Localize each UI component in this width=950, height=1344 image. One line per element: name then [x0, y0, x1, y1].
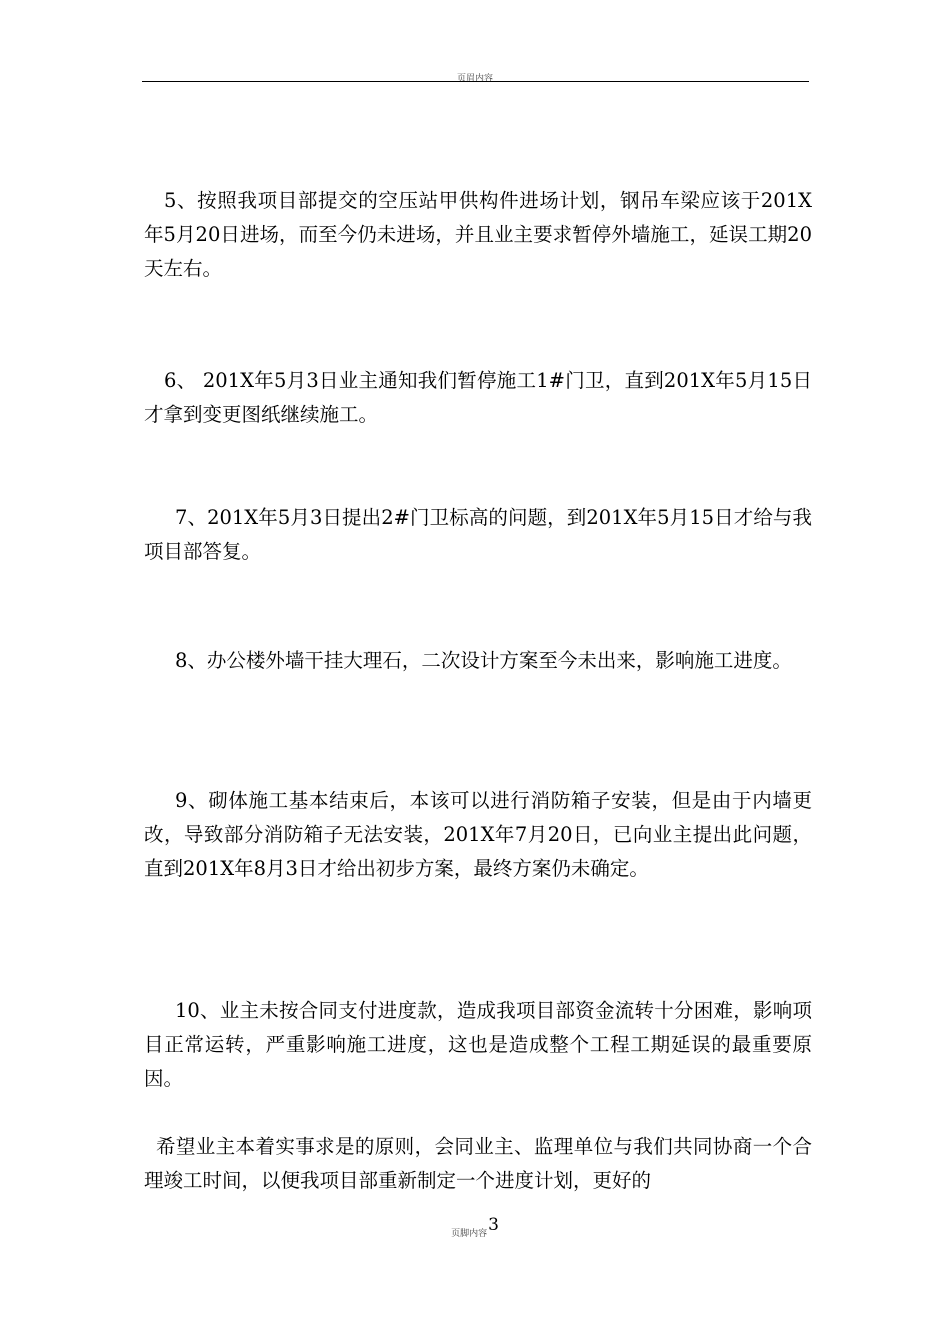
paragraph-closing: 希望业主本着实事求是的原则，会同业主、监理单位与我们共同协商一个合理竣工时间，以便我项目部重新制定一个进度计划，更好的: [144, 1135, 812, 1192]
page-number: 3: [488, 1215, 499, 1235]
footer-text: 页脚内容: [451, 1229, 488, 1239]
page-header-text: 页眉内容: [456, 74, 493, 84]
page-footer: [0, 1215, 950, 1241]
paragraph-item-10: 10、业主未按合同支付进度款，造成我项目部资金流转十分困难，影响项目正常运转，严重影响施工进度，这也是造成整个工程工期延误的最重要原因。: [144, 999, 812, 1090]
paragraph-item-6: 6、 201X年5月3日业主通知我们暂停施工1#门卫，直到201X年5月15日才拿到变更图纸继续施工。: [144, 369, 812, 426]
paragraph-item-8: 8、办公楼外墙干挂大理石，二次设计方案至今未出来，影响施工进度。: [175, 649, 792, 672]
paragraph-item-7: 7、201X年5月3日提出2#门卫标高的问题，到201X年5月15日才给与我项目部答复。: [144, 506, 812, 563]
paragraph-item-5: 5、按照我项目部提交的空压站甲供构件进场计划，钢吊车梁应该于201X年5月20日进场，而至今仍未进场，并且业主要求暂停外墙施工，延误工期20天左右。: [144, 189, 812, 280]
paragraph-item-9: 9、砌体施工基本结束后，本该可以进行消防箱子安装，但是由于内墙更改，导致部分消防箱子无法安装，201X年7月20日，已向业主提出此问题，直到201X年8月3日才给出初步方案，最终方案仍未确定。: [144, 789, 812, 880]
header-rule: [142, 81, 809, 82]
